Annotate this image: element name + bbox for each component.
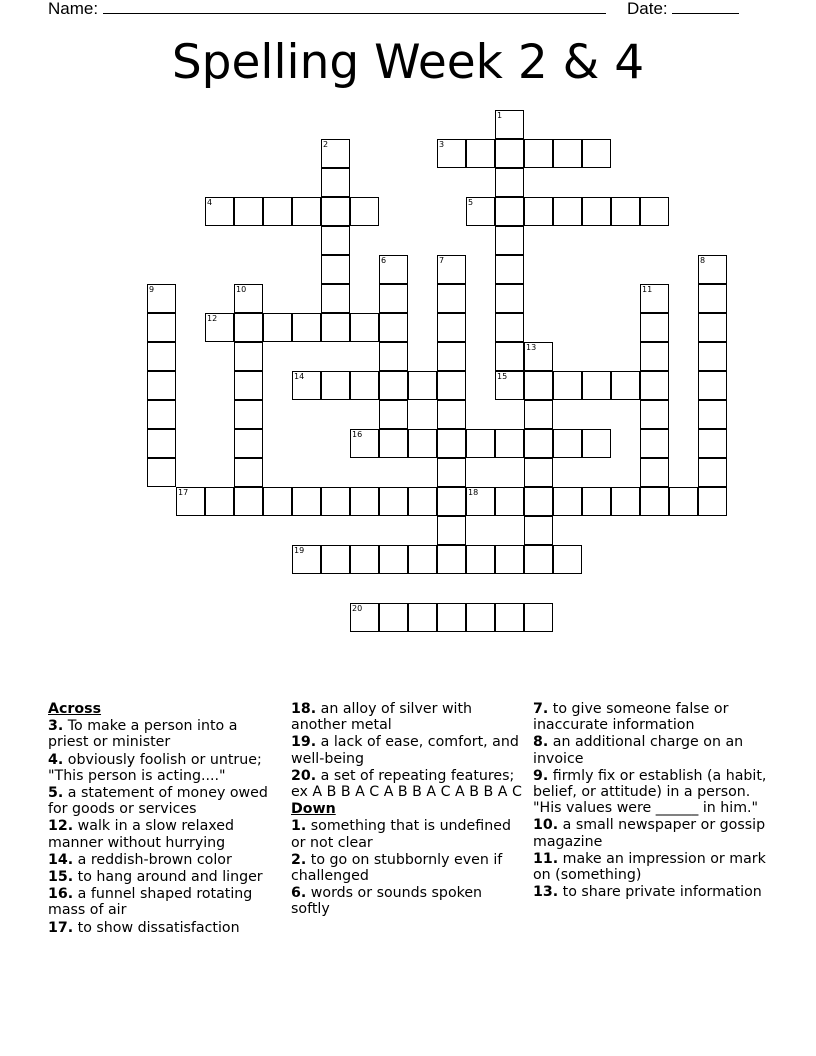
clue-number: 16. <box>48 886 74 903</box>
grid-cell[interactable] <box>437 400 466 429</box>
grid-cell[interactable] <box>437 313 466 342</box>
clue-number-label: 20 <box>352 604 363 613</box>
grid-cell[interactable] <box>640 197 669 226</box>
across-heading: Across <box>48 701 102 717</box>
clues-column-2 <box>291 701 523 919</box>
clue-text: a lack of ease, comfort, and well-being <box>291 734 519 767</box>
grid-cell[interactable] <box>350 545 379 574</box>
grid-cell[interactable] <box>408 487 437 516</box>
grid-cell[interactable] <box>553 429 582 458</box>
grid-cell[interactable] <box>640 342 669 371</box>
grid-cell[interactable] <box>379 255 408 284</box>
grid-cell[interactable] <box>640 284 669 313</box>
across-clue <box>291 768 523 800</box>
down-heading: Down <box>291 801 336 818</box>
clue-text: to go on stubbornly even if challenged <box>291 851 503 885</box>
grid-cell[interactable] <box>379 371 408 400</box>
clue-text: obviously foolish or untrue; "This person is acting...." <box>48 751 262 784</box>
grid-cell[interactable] <box>524 342 553 371</box>
grid-cell[interactable] <box>495 168 524 197</box>
grid-cell[interactable] <box>495 139 524 168</box>
clue-number: 14. <box>48 851 74 868</box>
clue-number: 5. <box>48 785 64 802</box>
grid-cell[interactable] <box>698 400 727 429</box>
grid-cell[interactable] <box>321 313 350 342</box>
clue-number: 11. <box>533 850 559 867</box>
grid-cell[interactable] <box>234 313 263 342</box>
clue-number-label: 3 <box>439 140 445 149</box>
grid-cell[interactable] <box>437 516 466 545</box>
grid-cell[interactable] <box>640 313 669 342</box>
grid-cell[interactable] <box>379 429 408 458</box>
grid-cell[interactable] <box>437 371 466 400</box>
clue-text: a reddish-brown color <box>77 851 232 868</box>
grid-cell[interactable] <box>147 284 176 313</box>
grid-cell[interactable] <box>147 458 176 487</box>
clue-number: 20. <box>291 767 317 784</box>
grid-cell[interactable] <box>524 139 553 168</box>
grid-cell[interactable] <box>495 284 524 313</box>
grid-cell[interactable] <box>321 284 350 313</box>
down-clue <box>533 817 778 849</box>
across-clue <box>48 718 280 750</box>
clue-number: 4. <box>48 751 64 768</box>
name-label: Name: <box>48 0 99 18</box>
clue-text: make an impression or mark on (something) <box>533 850 766 884</box>
clue-text: a small newspaper or gossip magazine <box>533 817 766 850</box>
clue-number-label: 12 <box>207 314 218 323</box>
down-clue <box>533 768 778 817</box>
clue-number-label: 18 <box>468 488 479 497</box>
grid-cell[interactable] <box>205 197 234 226</box>
grid-cell[interactable] <box>350 313 379 342</box>
grid-cell[interactable] <box>350 429 379 458</box>
clue-text: walk in a slow relaxed manner without hurrying <box>48 818 234 851</box>
across-clue <box>48 818 280 850</box>
grid-cell[interactable] <box>292 313 321 342</box>
clue-number-label: 13 <box>526 343 537 352</box>
down-clue <box>533 851 778 883</box>
grid-cell[interactable] <box>379 313 408 342</box>
clue-text: a funnel shaped rotating mass of air <box>48 886 253 919</box>
clue-number: 9. <box>533 767 549 784</box>
grid-cell[interactable] <box>495 545 524 574</box>
grid-cell[interactable] <box>698 342 727 371</box>
grid-cell[interactable] <box>611 197 640 226</box>
across-clue <box>48 920 280 936</box>
clue-text: a set of repeating features; ex A B B A C A B B A C A B B A C <box>291 767 522 801</box>
grid-cell[interactable] <box>524 545 553 574</box>
grid-cell[interactable] <box>321 197 350 226</box>
grid-cell[interactable] <box>437 342 466 371</box>
clue-text: firmly fix or establish (a habit, belief, or attitude) in a person. "His values were ______ in him." <box>533 767 767 817</box>
grid-cell[interactable] <box>437 429 466 458</box>
grid-cell[interactable] <box>495 487 524 516</box>
across-clue <box>48 869 280 885</box>
grid-cell[interactable] <box>495 226 524 255</box>
grid-cell[interactable] <box>466 545 495 574</box>
grid-cell[interactable] <box>437 545 466 574</box>
across-clue <box>291 701 523 733</box>
grid-cell[interactable] <box>379 545 408 574</box>
grid-cell[interactable] <box>495 197 524 226</box>
grid-cell[interactable] <box>495 429 524 458</box>
page-title: Spelling Week 2 & 4 <box>171 35 645 90</box>
grid-cell[interactable] <box>321 255 350 284</box>
grid-cell[interactable] <box>698 255 727 284</box>
clue-number-label: 19 <box>294 546 305 555</box>
grid-cell[interactable] <box>408 429 437 458</box>
grid-cell[interactable] <box>379 603 408 632</box>
grid-cell[interactable] <box>147 429 176 458</box>
clue-number-label: 16 <box>352 430 363 439</box>
clue-number-label: 1 <box>497 111 503 120</box>
across-clue <box>48 886 280 918</box>
grid-cell[interactable] <box>176 487 205 516</box>
grid-cell[interactable] <box>524 371 553 400</box>
grid-cell[interactable] <box>292 197 321 226</box>
grid-cell[interactable] <box>408 371 437 400</box>
grid-cell[interactable] <box>495 371 524 400</box>
grid-cell[interactable] <box>437 255 466 284</box>
clue-text: words or sounds spoken softly <box>291 885 483 918</box>
clue-text: to share private information <box>562 884 762 901</box>
grid-cell[interactable] <box>147 342 176 371</box>
clue-number: 19. <box>291 734 317 751</box>
grid-cell[interactable] <box>495 110 524 139</box>
clues-column-1 <box>48 701 280 937</box>
grid-cell[interactable] <box>321 139 350 168</box>
grid-cell[interactable] <box>582 197 611 226</box>
clue-number: 13. <box>533 884 559 901</box>
clue-number-label: 9 <box>149 285 155 294</box>
grid-cell[interactable] <box>263 487 292 516</box>
clue-number: 7. <box>533 701 549 717</box>
grid-cell[interactable] <box>234 342 263 371</box>
grid-cell[interactable] <box>437 458 466 487</box>
clue-number-label: 7 <box>439 256 445 265</box>
grid-cell[interactable] <box>698 429 727 458</box>
grid-cell[interactable] <box>640 487 669 516</box>
clue-number: 15. <box>48 869 74 886</box>
clue-text: To make a person into a priest or minister <box>48 718 238 751</box>
clue-text: to show dissatisfaction <box>77 919 240 936</box>
grid-cell[interactable] <box>263 197 292 226</box>
grid-cell[interactable] <box>292 371 321 400</box>
grid-cell[interactable] <box>437 603 466 632</box>
clues-column-3 <box>533 701 778 901</box>
grid-cell[interactable] <box>234 197 263 226</box>
across-clue <box>291 734 523 766</box>
grid-cell[interactable] <box>524 400 553 429</box>
grid-cell[interactable] <box>524 603 553 632</box>
grid-cell[interactable] <box>553 545 582 574</box>
grid-cell[interactable] <box>524 487 553 516</box>
grid-cell[interactable] <box>611 487 640 516</box>
grid-cell[interactable] <box>495 255 524 284</box>
grid-cell[interactable] <box>408 545 437 574</box>
grid-cell[interactable] <box>321 168 350 197</box>
clue-number: 12. <box>48 818 74 835</box>
grid-cell[interactable] <box>640 458 669 487</box>
clue-text: to hang around and linger <box>77 869 263 886</box>
grid-cell[interactable] <box>553 197 582 226</box>
across-clue <box>48 852 280 868</box>
grid-cell[interactable] <box>437 284 466 313</box>
grid-cell[interactable] <box>234 429 263 458</box>
clue-number: 3. <box>48 718 64 735</box>
clue-number-label: 8 <box>700 256 706 265</box>
clue-number: 18. <box>291 701 317 717</box>
clue-text: an alloy of silver with another metal <box>291 701 473 734</box>
down-clue <box>291 852 523 884</box>
clue-number: 1. <box>291 818 307 835</box>
grid-cell[interactable] <box>350 371 379 400</box>
clue-number-label: 17 <box>178 488 189 497</box>
down-clue <box>291 818 523 850</box>
grid-cell[interactable] <box>350 603 379 632</box>
grid-cell[interactable] <box>582 429 611 458</box>
clue-number-label: 4 <box>207 198 213 207</box>
grid-cell[interactable] <box>205 313 234 342</box>
grid-cell[interactable] <box>205 487 234 516</box>
down-clue <box>291 885 523 917</box>
clue-number-label: 11 <box>642 285 653 294</box>
grid-cell[interactable] <box>698 371 727 400</box>
clue-number-label: 6 <box>381 256 387 265</box>
clue-number: 10. <box>533 817 559 834</box>
clue-text: a statement of money owed for goods or services <box>48 785 268 818</box>
down-clue <box>533 701 778 733</box>
grid-cell[interactable] <box>147 313 176 342</box>
grid-cell[interactable] <box>321 226 350 255</box>
grid-cell[interactable] <box>437 139 466 168</box>
grid-cell[interactable] <box>379 342 408 371</box>
grid-cell[interactable] <box>147 371 176 400</box>
clue-number: 6. <box>291 885 307 902</box>
grid-cell[interactable] <box>698 458 727 487</box>
clue-number-label: 14 <box>294 372 305 381</box>
clue-number-label: 10 <box>236 285 247 294</box>
grid-cell[interactable] <box>466 197 495 226</box>
clue-text: something that is undefined or not clear <box>291 818 511 851</box>
grid-cell[interactable] <box>292 487 321 516</box>
grid-cell[interactable] <box>379 487 408 516</box>
grid-cell[interactable] <box>350 197 379 226</box>
grid-cell[interactable] <box>698 487 727 516</box>
grid-cell[interactable] <box>292 545 321 574</box>
grid-cell[interactable] <box>321 371 350 400</box>
grid-cell[interactable] <box>640 429 669 458</box>
down-clue <box>533 884 778 900</box>
grid-cell[interactable] <box>553 139 582 168</box>
grid-cell[interactable] <box>582 487 611 516</box>
down-clue <box>533 734 778 766</box>
grid-cell[interactable] <box>582 371 611 400</box>
grid-cell[interactable] <box>495 313 524 342</box>
grid-cell[interactable] <box>524 197 553 226</box>
grid-cell[interactable] <box>466 603 495 632</box>
clue-text: to give someone false or inaccurate information <box>533 701 729 734</box>
grid-cell[interactable] <box>640 400 669 429</box>
grid-cell[interactable] <box>495 603 524 632</box>
grid-cell[interactable] <box>524 429 553 458</box>
grid-cell[interactable] <box>524 458 553 487</box>
clue-number: 8. <box>533 734 549 751</box>
grid-cell[interactable] <box>408 603 437 632</box>
grid-cell[interactable] <box>437 487 466 516</box>
grid-cell[interactable] <box>553 487 582 516</box>
grid-cell[interactable] <box>466 139 495 168</box>
grid-cell[interactable] <box>669 487 698 516</box>
grid-cell[interactable] <box>466 429 495 458</box>
clue-number: 2. <box>291 851 307 868</box>
grid-cell[interactable] <box>350 487 379 516</box>
date-label: Date: <box>627 0 668 18</box>
grid-cell[interactable] <box>466 487 495 516</box>
grid-cell[interactable] <box>379 284 408 313</box>
grid-cell[interactable] <box>321 487 350 516</box>
grid-cell[interactable] <box>234 400 263 429</box>
clue-number: 17. <box>48 919 74 936</box>
grid-cell[interactable] <box>698 313 727 342</box>
clue-number-label: 15 <box>497 372 508 381</box>
grid-cell[interactable] <box>553 371 582 400</box>
grid-cell[interactable] <box>495 342 524 371</box>
clue-number-label: 2 <box>323 140 329 149</box>
grid-cell[interactable] <box>147 400 176 429</box>
grid-cell[interactable] <box>611 371 640 400</box>
grid-cell[interactable] <box>234 284 263 313</box>
across-clue <box>48 752 280 784</box>
grid-cell[interactable] <box>379 400 408 429</box>
grid-cell[interactable] <box>582 139 611 168</box>
grid-cell[interactable] <box>524 516 553 545</box>
clue-text: an additional charge on an invoice <box>533 734 744 767</box>
grid-cell[interactable] <box>698 284 727 313</box>
grid-cell[interactable] <box>234 371 263 400</box>
grid-cell[interactable] <box>234 487 263 516</box>
grid-cell[interactable] <box>640 371 669 400</box>
across-clue <box>48 785 280 817</box>
grid-cell[interactable] <box>234 458 263 487</box>
grid-cell[interactable] <box>263 313 292 342</box>
grid-cell[interactable] <box>321 545 350 574</box>
clue-number-label: 5 <box>468 198 474 207</box>
